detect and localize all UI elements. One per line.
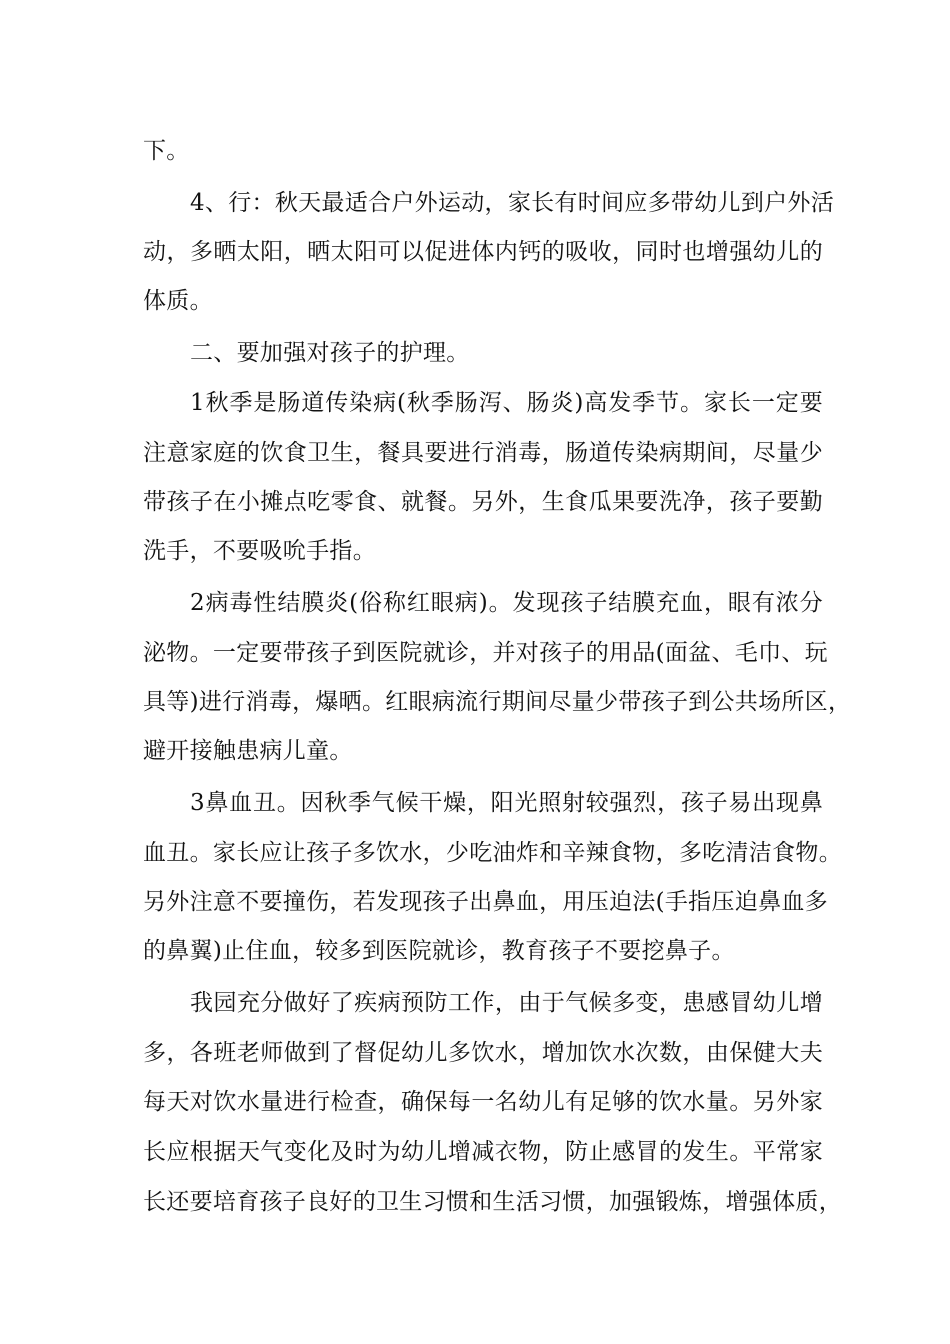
text-line: 下。: [143, 138, 190, 164]
text-line: 我园充分做好了疾病预防工作，由于气候多变，患感冒幼儿增: [190, 990, 823, 1016]
text-line: 具等)进行消毒，爆晒。红眼病流行期间尽量少带孩子到公共场所区，: [143, 689, 852, 715]
text-line: 2病毒性结膜炎(俗称红眼病)。发现孩子结膜充血，眼有浓分: [190, 590, 823, 616]
text-line: 4、行：秋天最适合户外运动，家长有时间应多带幼儿到户外活: [190, 190, 835, 216]
text-line: 的鼻翼)止住血，较多到医院就诊，教育孩子不要挖鼻子。: [143, 938, 735, 964]
section-heading: 二、要加强对孩子的护理。: [190, 340, 470, 366]
text-line: 另外注意不要撞伤，若发现孩子出鼻血，用压迫法(手指压迫鼻血多: [143, 889, 828, 915]
text-line: 避开接触患病儿童。: [143, 738, 353, 764]
text-line: 长还要培育孩子良好的卫生习惯和生活习惯，加强锻炼，增强体质，: [143, 1189, 842, 1215]
text-line: 注意家庭的饮食卫生，餐具要进行消毒，肠道传染病期间，尽量少: [143, 440, 823, 466]
text-line: 长应根据天气变化及时为幼儿增减衣物，防止感冒的发生。平常家: [143, 1139, 823, 1165]
text-line: 体质。: [143, 288, 213, 314]
text-line: 血丑。家长应让孩子多饮水，少吃油炸和辛辣食物，多吃清洁食物。: [143, 840, 842, 866]
text-line: 洗手，不要吸吮手指。: [143, 538, 376, 564]
text-line: 带孩子在小摊点吃零食、就餐。另外，生食瓜果要洗净，孩子要勤: [143, 489, 823, 515]
text-line: 3鼻血丑。因秋季气候干燥，阳光照射较强烈，孩子易出现鼻: [190, 790, 823, 816]
text-line: 多，各班老师做到了督促幼儿多饮水，增加饮水次数，由保健大夫: [143, 1040, 823, 1066]
text-line: 每天对饮水量进行检查，确保每一名幼儿有足够的饮水量。另外家: [143, 1089, 823, 1115]
text-line: 泌物。一定要带孩子到医院就诊，并对孩子的用品(面盆、毛巾、玩: [143, 640, 828, 666]
text-line: 动，多晒太阳，晒太阳可以促进体内钙的吸收，同时也增强幼儿的: [143, 239, 823, 265]
text-line: 1秋季是肠道传染病(秋季肠泻、肠炎)高发季节。家长一定要: [190, 390, 823, 416]
